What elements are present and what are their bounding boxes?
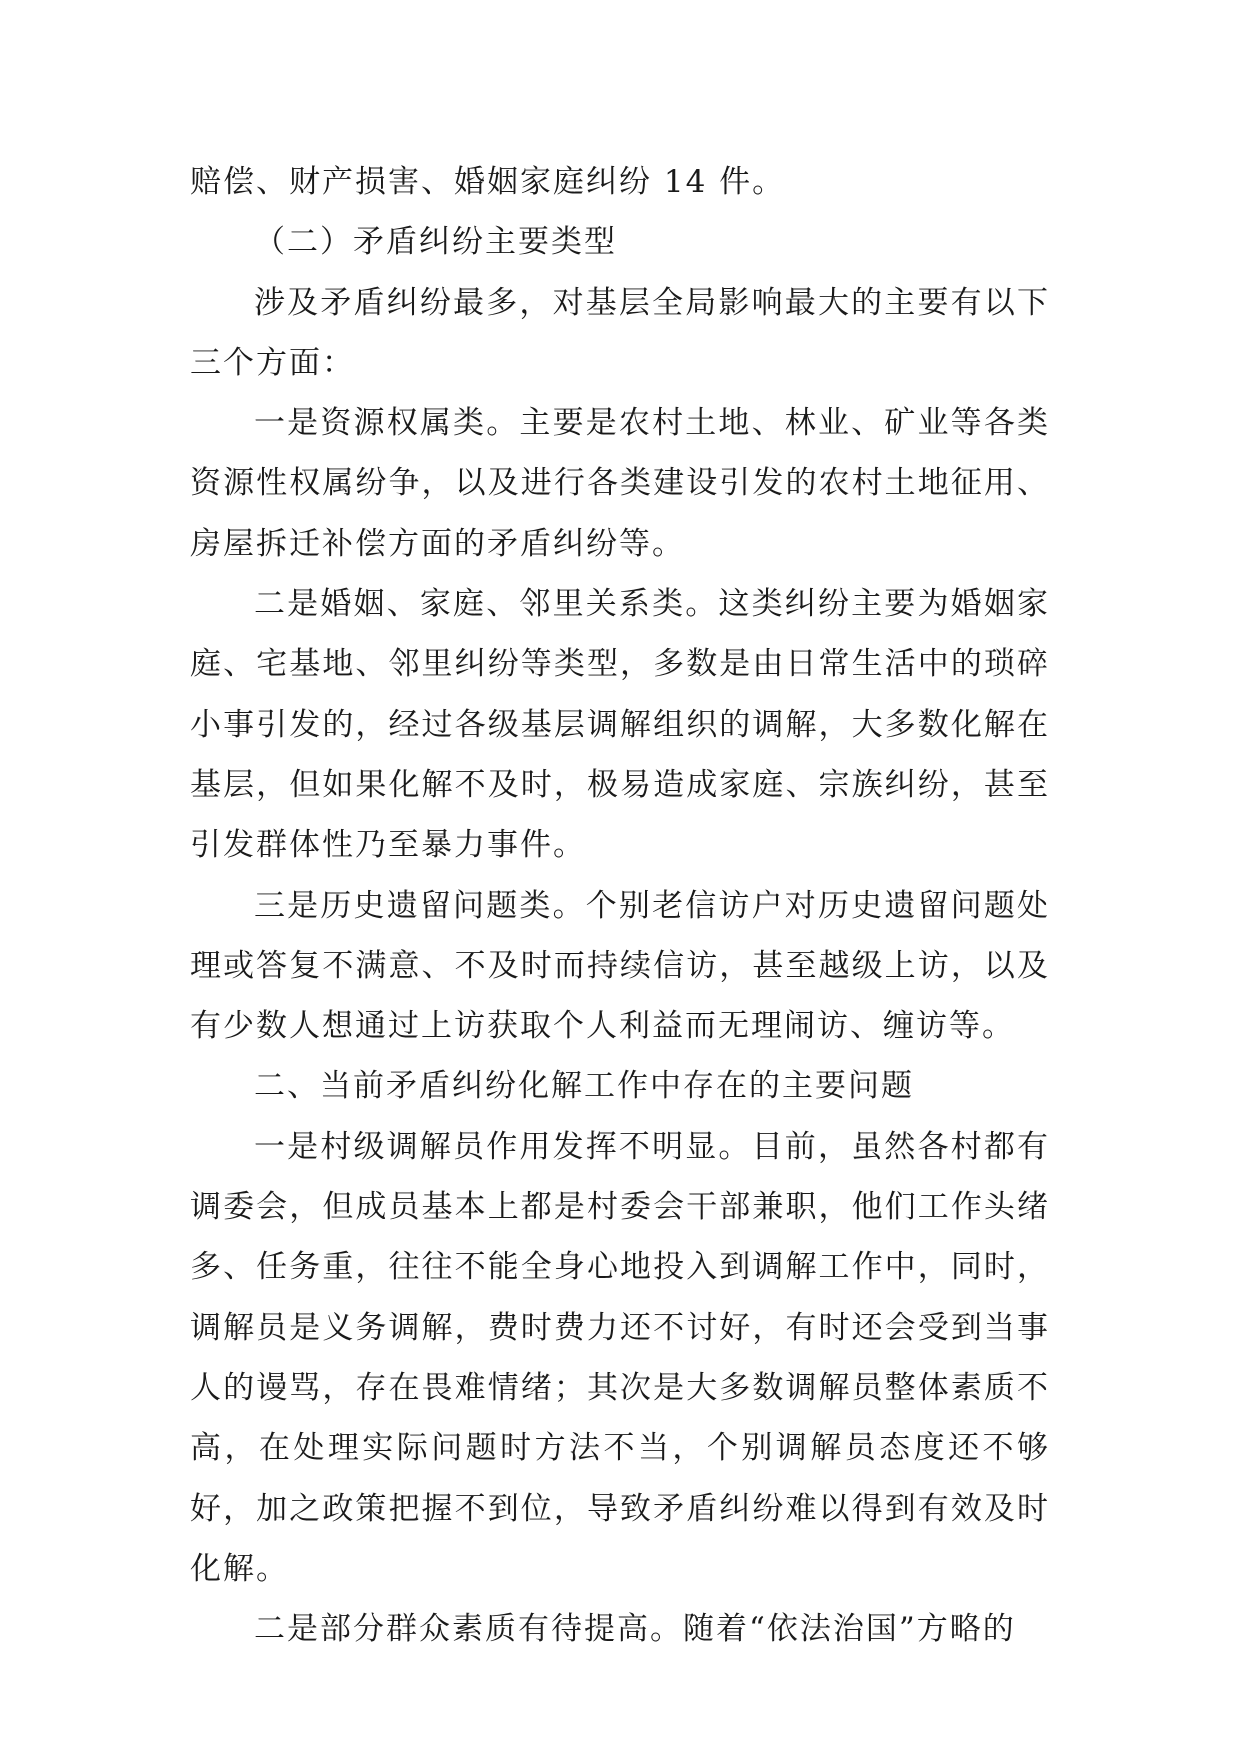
paragraph-continuation: 赔偿、财产损害、婚姻家庭纠纷 14 件。: [190, 164, 786, 200]
section-heading: 二、当前矛盾纠纷化解工作中存在的主要问题: [254, 1068, 914, 1105]
paragraph-item-resource: 一是资源权属类。主要是农村土地、林业、矿业等各类资源性权属纷争，以及进行各类建设引发的农村土地征用、房屋拆迁补偿方面的矛盾纠纷等。: [190, 405, 1050, 562]
paragraph-problem-public: 二是部分群众素质有待提高。随着“依法治国”方略的: [254, 1611, 1016, 1648]
section-subheading: （二）矛盾纠纷主要类型: [254, 224, 617, 261]
paragraph-item-history: 三是历史遗留问题类。个别老信访户对历史遗留问题处理或答复不满意、不及时而持续信访，甚至越级上访，以及有少数人想通过上访获取个人利益而无理闹访、缠访等。: [190, 887, 1050, 1045]
paragraph-intro: 涉及矛盾纠纷最多，对基层全局影响最大的主要有以下三个方面：: [190, 284, 1050, 381]
paragraph-item-family: 二是婚姻、家庭、邻里关系类。这类纠纷主要为婚姻家庭、宅基地、邻里纠纷等类型，多数是由日常生活中的琐碎小事引发的，经过各级基层调解组织的调解，大多数化解在基层，但如果化解不及时，极易造成家庭、宗族纠纷，甚至引发群体性乃至暴力事件。: [190, 586, 1050, 864]
paragraph-problem-mediator: 一是村级调解员作用发挥不明显。目前，虽然各村都有调委会，但成员基本上都是村委会干部兼职，他们工作头绪多、任务重，往往不能全身心地投入到调解工作中，同时，调解员是义务调解，费时费力还不讨好，有时还会受到当事人的谩骂，存在畏难情绪；其次是大多数调解员整体素质不高，在处理实际问题时方法不当，个别调解员态度还不够好，加之政策把握不到位，导致矛盾纠纷难以得到有效及时化解。: [190, 1128, 1050, 1587]
document-body: [190, 152, 1050, 1659]
